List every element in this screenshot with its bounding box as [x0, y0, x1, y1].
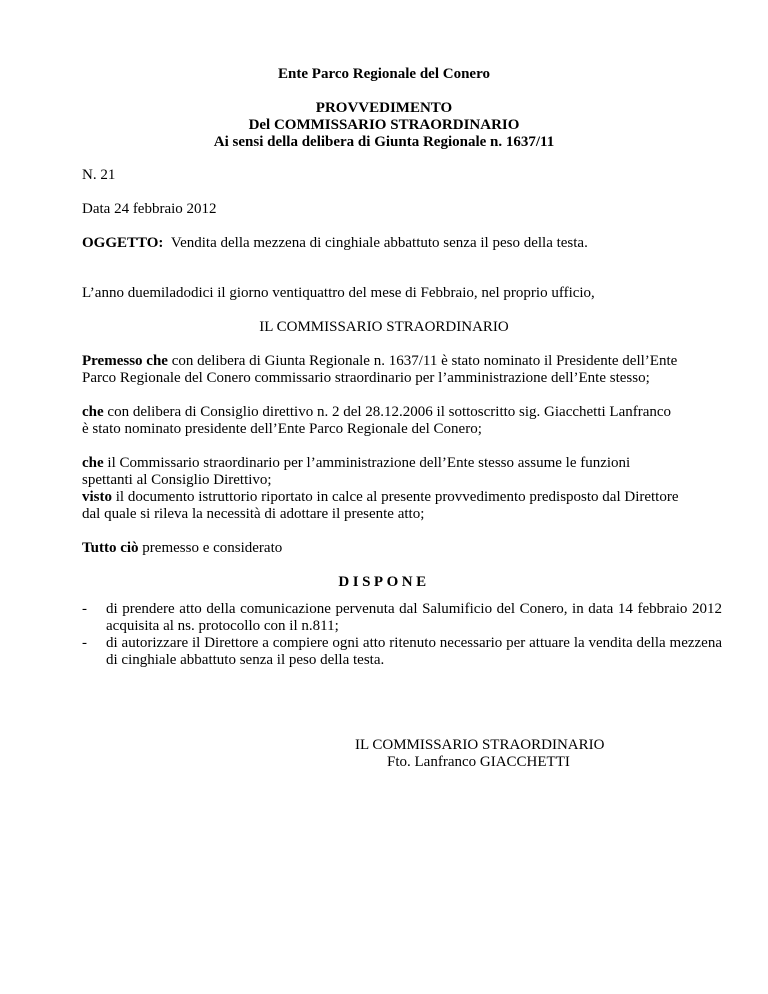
premise-line: dal quale si rileva la necessità di adottare il presente atto;: [82, 506, 425, 522]
premise-line: che il Commissario straordinario per l’amministrazione dell’Ente stesso assume le funzioni: [82, 455, 631, 471]
disposition-item: [82, 635, 722, 669]
premise-lead: visto: [82, 489, 112, 505]
intro-paragraph: L’anno duemiladodici il giorno ventiquattro del mese di Febbraio, nel proprio ufficio,: [82, 285, 595, 301]
premise-paragraph: [82, 455, 722, 489]
conclusion-text: premesso e considerato: [138, 540, 283, 556]
premise-line: visto il documento istruttorio riportato in calce al presente provvedimento predisposto dal Direttore: [82, 489, 679, 505]
premise-paragraph: [82, 404, 722, 438]
list-dash: -: [82, 635, 87, 651]
premise-line: che con delibera di Consiglio direttivo n. 2 del 28.12.2006 il sottoscritto sig. Giacchetti Lanfranco: [82, 404, 672, 420]
subject-line: [82, 235, 588, 252]
document-number: N. 21: [82, 167, 116, 183]
disposition-item: [82, 601, 722, 635]
document-date: Data 24 febbraio 2012: [82, 201, 217, 217]
legal-basis: Ai sensi della delibera di Giunta Regionale n. 1637/11: [213, 134, 555, 150]
premise-line: Premesso che con delibera di Giunta Regionale n. 1637/11 è stato nominato il Presidente dell’Ente: [82, 353, 678, 369]
conclusion-line: [82, 540, 282, 557]
premise-line: Parco Regionale del Conero commissario straordinario per l’amministrazione dell’Ente stesso;: [82, 370, 650, 386]
premise-paragraph: [82, 353, 722, 387]
disposition-text: di autorizzare il Direttore a compiere ogni atto ritenuto necessario per attuare la vendita della mezzena di cinghiale abbattuto senza il peso della testa.: [106, 635, 722, 668]
subject-text: Vendita della mezzena di cinghiale abbattuto senza il peso della testa.: [170, 235, 588, 251]
premise-paragraph: [82, 489, 722, 523]
premise-lead: che: [82, 404, 104, 420]
entity-name: Ente Parco Regionale del Conero: [278, 66, 490, 82]
premise-line: spettanti al Consiglio Direttivo;: [82, 472, 272, 488]
premise-line: è stato nominato presidente dell’Ente Parco Regionale del Conero;: [82, 421, 482, 437]
signature-name: Fto. Lanfranco GIACCHETTI: [387, 754, 570, 770]
list-dash: -: [82, 601, 87, 617]
document-subtitle: Del COMMISSARIO STRAORDINARIO: [248, 117, 520, 133]
conclusion-lead: Tutto ciò: [82, 540, 139, 556]
signature-role: IL COMMISSARIO STRAORDINARIO: [355, 737, 605, 753]
disposition-text: di prendere atto della comunicazione pervenuta dal Salumificio del Conero, in data 14 febbraio 2012 acquisita al ns. protocollo con il n.811;: [106, 601, 722, 634]
dispone-heading: DISPONE: [338, 574, 430, 590]
document-title: PROVVEDIMENTO: [315, 100, 453, 116]
role-heading: IL COMMISSARIO STRAORDINARIO: [259, 319, 509, 335]
premise-lead: che: [82, 455, 104, 471]
subject-label: OGGETTO:: [82, 235, 164, 251]
premise-lead: Premesso che: [82, 353, 168, 369]
